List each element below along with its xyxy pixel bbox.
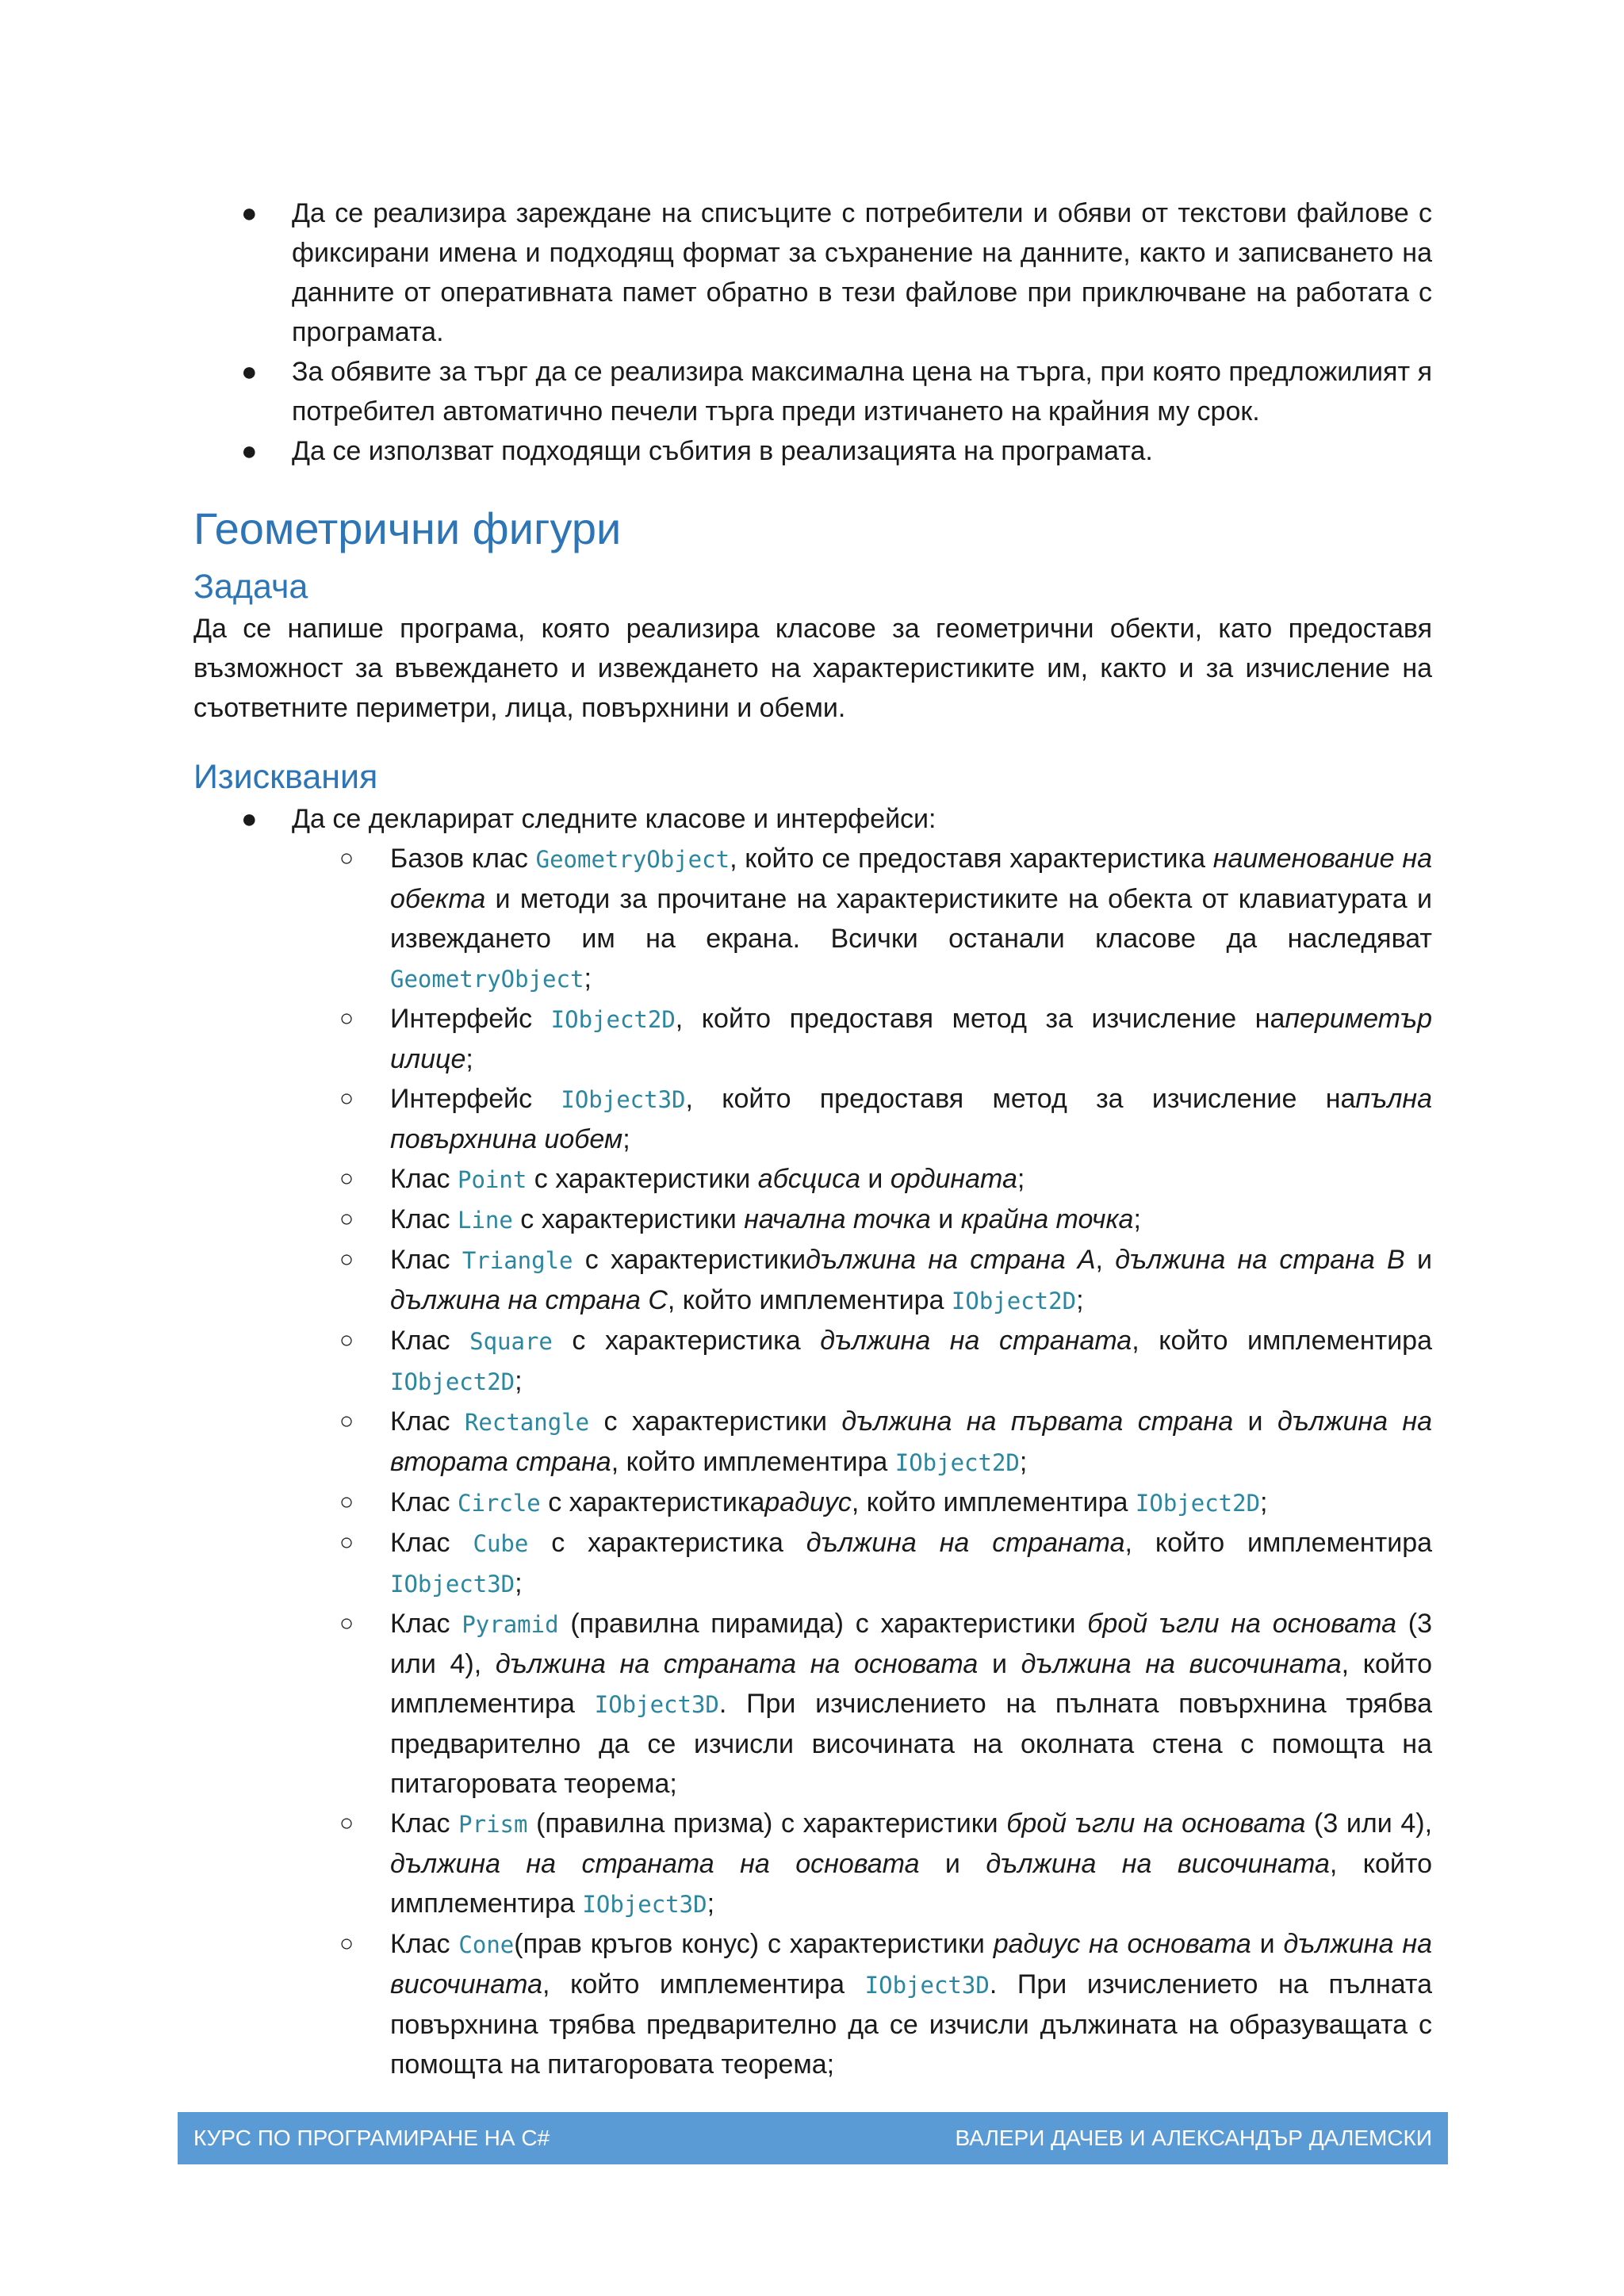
- text-run: , който се предоставя характеристика: [730, 844, 1213, 874]
- circle-bullet-icon: ○: [339, 1529, 354, 1556]
- list-item: [193, 1240, 1432, 1321]
- footer-course-title: КУРС ПО ПРОГРАМИРАНЕ НА C#: [193, 2126, 550, 2150]
- text-run: (3 или 4),: [390, 1609, 1433, 1679]
- class-name: IObject3D: [582, 1891, 707, 1918]
- text-run: (3 или 4),: [1305, 1808, 1433, 1839]
- italic-term: дължина на втората страна: [390, 1406, 1433, 1477]
- text-run: и: [930, 1204, 961, 1234]
- class-name: IObject2D: [894, 1449, 1020, 1476]
- text-run: Клас: [390, 1164, 458, 1194]
- text-run: с характеристики: [573, 1245, 806, 1275]
- circle-bullet-icon: ○: [339, 1327, 354, 1353]
- text-run: Клас: [390, 1808, 459, 1839]
- class-name: Prism: [458, 1811, 528, 1838]
- bullet-icon: ●: [241, 436, 258, 466]
- text-run: , който имплементира: [542, 1969, 865, 1999]
- text-run: , който предоставя метод за изчисление на: [685, 1084, 1356, 1114]
- text-run: и: [860, 1164, 891, 1194]
- italic-term: периметър и: [390, 1004, 1432, 1074]
- class-name: Cube: [473, 1530, 529, 1557]
- text-run: ;: [1076, 1285, 1084, 1315]
- text-run: (правилна призма) с характеристики: [527, 1808, 1007, 1839]
- class-name: Square: [469, 1328, 553, 1355]
- list-item: [193, 1200, 1432, 1240]
- class-name: Circle: [458, 1490, 541, 1517]
- text-run: , който имплементира: [390, 1649, 1432, 1719]
- text-run: Клас: [390, 1204, 458, 1234]
- intro-bullet-list: [193, 193, 1432, 471]
- text-run: ;: [707, 1888, 715, 1919]
- list-item: [193, 1402, 1432, 1483]
- text-run: ;: [465, 1044, 473, 1074]
- italic-term: дължина на страна С: [390, 1285, 668, 1315]
- text-run: Интерфейс: [390, 1084, 561, 1114]
- requirements-heading: Изисквания: [193, 758, 378, 796]
- list-item: [193, 1159, 1432, 1200]
- list-item-text: За обявите за търг да се реализира максимална цена на търга, при която предложилият я потребител автоматично печели търга преди изтичането на крайния му срок.: [292, 357, 1432, 427]
- circle-bullet-icon: ○: [339, 1206, 354, 1232]
- task-heading: Задача: [193, 568, 308, 606]
- italic-term: наименование на обекта: [390, 844, 1432, 914]
- list-item: [193, 1483, 1432, 1523]
- class-name: IObject2D: [951, 1288, 1077, 1314]
- text-run: (прав кръгов конус) с характеристики: [514, 1929, 994, 1959]
- text-run: и: [978, 1649, 1021, 1679]
- text-run: , който имплементира: [1124, 1528, 1433, 1558]
- list-item: [193, 839, 1432, 999]
- text-run: . При изчислението на пълната повърхнина трябва предварително да се изчисли дължината на образуващата с помощта на питагоровата теорема;: [390, 1969, 1433, 2080]
- list-item-text: [390, 1159, 1432, 1200]
- text-run: и: [919, 1849, 986, 1879]
- text-run: ;: [515, 1366, 523, 1396]
- class-name: Triangle: [462, 1247, 573, 1274]
- class-name: GeometryObject: [535, 846, 730, 873]
- italic-term: дължина на страната на основата: [390, 1849, 920, 1879]
- circle-bullet-icon: ○: [339, 1085, 354, 1112]
- list-item: [193, 1079, 1432, 1159]
- list-item: [193, 1924, 1432, 2084]
- text-run: Клас: [390, 1326, 470, 1356]
- list-item-text: [390, 1321, 1432, 1402]
- italic-term: лице: [404, 1044, 466, 1074]
- text-run: и: [1404, 1245, 1432, 1275]
- circle-bullet-icon: ○: [339, 1246, 354, 1272]
- list-item-text: [390, 1804, 1432, 1924]
- italic-term: дължина на височината: [390, 1929, 1432, 1999]
- list-item-text: [390, 1079, 1432, 1159]
- class-name: Point: [458, 1166, 527, 1193]
- text-run: ;: [515, 1568, 523, 1598]
- section-title: Геометрични фигури: [193, 503, 622, 553]
- text-run: ;: [622, 1124, 630, 1154]
- bullet-icon: ●: [241, 198, 258, 228]
- text-run: , който имплементира: [390, 1849, 1433, 1919]
- requirements-bullet-list: [193, 799, 1432, 839]
- italic-term: дължина на страната: [820, 1326, 1132, 1356]
- text-run: (правилна пирамида) с характеристики: [558, 1609, 1088, 1639]
- circle-bullet-icon: ○: [339, 845, 354, 871]
- italic-term: обем: [559, 1124, 623, 1154]
- text-run: . При изчислението на пълната повърхнина трябва предварително да се изчисли височината на околната стена с помощта на питагоровата теорема;: [390, 1689, 1432, 1799]
- class-name: IObject2D: [390, 1368, 515, 1395]
- list-item-text: [390, 1240, 1432, 1321]
- class-name: Line: [458, 1207, 513, 1234]
- italic-term: радиус: [764, 1487, 852, 1517]
- class-name: IObject3D: [390, 1571, 515, 1598]
- italic-term: брой ъгли на основата: [1087, 1609, 1396, 1639]
- italic-term: дължина на страната на основата: [495, 1649, 979, 1679]
- text-run: и: [1233, 1406, 1277, 1437]
- text-run: ;: [1019, 1447, 1028, 1477]
- italic-term: крайна точка: [960, 1204, 1134, 1234]
- list-item: [193, 799, 1432, 839]
- list-item-text: Да се използват подходящи събития в реализацията на програмата.: [292, 436, 1153, 466]
- italic-term: брой ъгли на основата: [1006, 1808, 1306, 1839]
- text-run: Клас: [390, 1929, 459, 1959]
- class-name: IObject3D: [594, 1691, 719, 1718]
- text-run: , който предоставя метод за изчисление на: [675, 1004, 1285, 1034]
- list-item-text: [390, 1523, 1432, 1604]
- page-footer: [178, 2112, 1448, 2164]
- text-run: Клас: [390, 1609, 462, 1639]
- list-item-text: [390, 999, 1432, 1079]
- list-item: [193, 999, 1432, 1079]
- class-name: IObject3D: [561, 1086, 686, 1113]
- list-item: [193, 1604, 1432, 1804]
- text-run: и методи за прочитане на характеристиките на обекта от клавиатурата и извеждането им на екрана. Всички останали класове да наследяват: [390, 884, 1432, 954]
- list-item-text: [390, 1604, 1432, 1804]
- list-item-text: Да се декларират следните класове и интерфейси:: [292, 804, 936, 834]
- italic-term: дължина на страна В: [1115, 1245, 1405, 1275]
- list-item-text: [390, 1924, 1432, 2084]
- italic-term: начална точка: [744, 1204, 931, 1234]
- italic-term: ордината: [890, 1164, 1017, 1194]
- list-item: [193, 1804, 1432, 1924]
- list-item-text: [390, 839, 1432, 999]
- text-run: и: [1251, 1929, 1284, 1959]
- text-run: с характеристики: [589, 1406, 842, 1437]
- italic-term: абсциса: [757, 1164, 860, 1194]
- text-run: с характеристики: [512, 1204, 745, 1234]
- requirements-sublist: [193, 839, 1432, 2084]
- list-item-text: Да се реализира зареждане на списъците с потребители и обяви от текстови файлове с фиксирани имена и подходящ формат за съхранение на данните, както и записването на данните от оперативната памет обратно в тези файлове при приключване на работата с програмата.: [292, 198, 1432, 347]
- text-run: Базов клас: [390, 844, 536, 874]
- text-run: Клас: [390, 1245, 462, 1275]
- list-item: [193, 1523, 1432, 1604]
- list-item: [193, 352, 1432, 431]
- footer-authors: ВАЛЕРИ ДАЧЕВ И АЛЕКСАНДЪР ДАЛЕМСКИ: [955, 2126, 1432, 2150]
- list-item-text: [390, 1402, 1432, 1483]
- bullet-icon: ●: [241, 804, 258, 834]
- circle-bullet-icon: ○: [339, 1810, 354, 1836]
- text-run: , който имплементира: [667, 1285, 952, 1315]
- text-run: ;: [1017, 1164, 1025, 1194]
- text-run: , който имплементира: [851, 1487, 1136, 1517]
- text-run: Клас: [390, 1406, 465, 1437]
- circle-bullet-icon: ○: [339, 1931, 354, 1957]
- text-run: ;: [584, 963, 592, 993]
- circle-bullet-icon: ○: [339, 1165, 354, 1192]
- italic-term: дължина на височината: [986, 1849, 1330, 1879]
- list-item-text: [390, 1200, 1432, 1240]
- page-content: [193, 193, 1432, 2084]
- text-run: ,: [1095, 1245, 1116, 1275]
- text-run: с характеристики: [527, 1164, 758, 1194]
- italic-term: дължина на страната: [806, 1528, 1125, 1558]
- class-name: GeometryObject: [390, 966, 584, 993]
- list-item: [193, 431, 1432, 471]
- text-run: ;: [1260, 1487, 1268, 1517]
- task-text: Да се напише програма, която реализира класове за геометрични обекти, като предоставя възможност за въвеждането и извеждането на характеристиките им, както и за изчисление на съответните периметри, лица, повърхнини и обеми.: [193, 614, 1432, 723]
- text-run: , който имплементира: [611, 1447, 895, 1477]
- text-run: с характеристика: [540, 1487, 765, 1517]
- class-name: Pyramid: [462, 1611, 559, 1638]
- class-name: IObject2D: [550, 1006, 676, 1033]
- italic-term: пълна повърхнина и: [390, 1084, 1433, 1154]
- italic-term: дължина на страна А: [806, 1245, 1096, 1275]
- italic-term: дължина на първата страна: [841, 1406, 1234, 1437]
- circle-bullet-icon: ○: [339, 1408, 354, 1434]
- text-run: , който имплементира: [1132, 1326, 1432, 1356]
- class-name: IObject2D: [1135, 1490, 1261, 1517]
- bullet-icon: ●: [241, 357, 258, 387]
- text-run: Клас: [390, 1528, 473, 1558]
- text-run: с характеристика: [552, 1326, 821, 1356]
- text-run: Интерфейс: [390, 1004, 551, 1034]
- circle-bullet-icon: ○: [339, 1610, 354, 1636]
- text-run: с характеристика: [528, 1528, 806, 1558]
- italic-term: дължина на височината: [1021, 1649, 1342, 1679]
- list-item: [193, 193, 1432, 352]
- class-name: Cone: [458, 1931, 515, 1958]
- circle-bullet-icon: ○: [339, 1005, 354, 1031]
- text-run: ;: [1133, 1204, 1141, 1234]
- list-item: [193, 1321, 1432, 1402]
- list-item-text: [390, 1483, 1432, 1523]
- italic-term: радиус на основата: [993, 1929, 1251, 1959]
- text-run: Клас: [390, 1487, 458, 1517]
- circle-bullet-icon: ○: [339, 1489, 354, 1515]
- class-name: IObject3D: [864, 1972, 990, 1999]
- class-name: Rectangle: [464, 1409, 590, 1436]
